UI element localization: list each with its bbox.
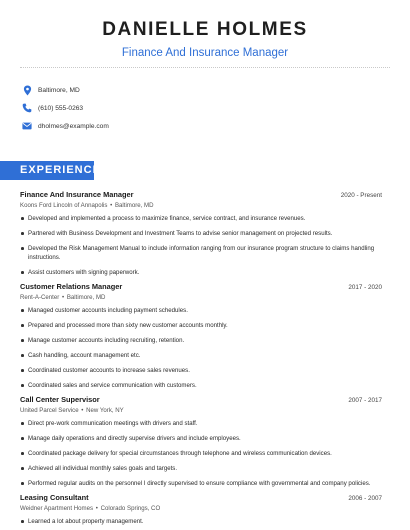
job-company: Koons Ford Lincoln of Annapolis: [20, 202, 108, 209]
phone-icon: [20, 101, 34, 115]
job-bullets: [20, 214, 382, 277]
bullet-item: Coordinated package delivery for special circumstances through telephone and wireless communication devices.: [20, 449, 382, 458]
job-company: United Parcel Service: [20, 407, 79, 414]
job-company-line: Weidner Apartment Homes • Colorado Springs, CO: [20, 505, 161, 512]
candidate-name: DANIELLE HOLMES: [102, 19, 308, 40]
envelope-icon: [20, 119, 34, 133]
bullet-item: Developed and implemented a process to maximize finance, service contract, and insurance revenues.: [20, 214, 382, 223]
bullet-item: Partnered with Business Development and Investment Teams to advise senior management on projected results.: [20, 229, 382, 238]
bullet-item: Learned a lot about property management.: [20, 517, 382, 526]
job-location: Baltimore, MD: [66, 294, 106, 301]
job-location: New York, NY: [86, 407, 124, 414]
location-pin-icon: [20, 83, 34, 97]
location-text: Baltimore, MD: [38, 86, 80, 94]
bullet-item: Manage daily operations and directly supervise drivers and include employees.: [20, 434, 382, 443]
candidate-title: Finance And Insurance Manager: [121, 47, 289, 59]
job-bullets: [20, 517, 382, 526]
resume-header: [0, 0, 410, 60]
bullet-item: Assist customers with signing paperwork.: [20, 268, 382, 277]
job-bullets: [20, 419, 382, 488]
bullet-item: Cash handling, account management etc.: [20, 351, 382, 360]
job-entry: [20, 395, 382, 488]
contact-location: [20, 81, 109, 99]
header-divider: [20, 67, 390, 68]
contact-phone: [20, 99, 109, 117]
job-location: Baltimore, MD: [114, 202, 154, 209]
bullet-item: Managed customer accounts including payment schedules.: [20, 306, 382, 315]
job-title: Leasing Consultant: [20, 493, 89, 502]
job-location: Colorado Springs, CO: [100, 505, 161, 512]
job-title: Finance And Insurance Manager: [20, 190, 134, 199]
job-entry: [20, 190, 382, 277]
job-entry: [20, 282, 382, 390]
job-dates: 2017 - 2020: [348, 284, 382, 291]
job-title: Customer Relations Manager: [20, 282, 123, 291]
experience-section-heading: EXPERIENCE: [0, 161, 94, 180]
job-company: Weidner Apartment Homes: [20, 505, 94, 512]
bullet-item: Coordinated customer accounts to increase sales revenues.: [20, 366, 382, 375]
job-entry: [20, 493, 382, 526]
contact-email: [20, 117, 109, 135]
job-bullets: [20, 306, 382, 390]
job-dates: 2006 - 2007: [348, 495, 382, 502]
contact-list: [20, 81, 109, 135]
job-company: Rent-A-Center: [20, 294, 60, 301]
bullet-item: Developed the Risk Management Manual to include information ranging from our insurance program structure to claims handling instructions.: [20, 244, 382, 262]
job-company-line: Koons Ford Lincoln of Annapolis • Baltimore, MD: [20, 202, 154, 209]
job-company-line: United Parcel Service • New York, NY: [20, 407, 124, 414]
job-company-line: Rent-A-Center • Baltimore, MD: [20, 294, 106, 301]
email-text: dholmes@example.com: [38, 122, 109, 130]
job-dates: 2007 - 2017: [348, 397, 382, 404]
experience-list: [20, 190, 382, 530]
job-dates: 2020 - Present: [340, 192, 382, 199]
phone-text: (610) 555-0263: [38, 104, 84, 112]
bullet-item: Coordinated sales and service communication with customers.: [20, 381, 382, 390]
bullet-item: Direct pre-work communication meetings with drivers and staff.: [20, 419, 382, 428]
bullet-item: Prepared and processed more than sixty new customer accounts monthly.: [20, 321, 382, 330]
bullet-item: Performed regular audits on the personnel I directly supervised to ensure compliance with governmental and company policies.: [20, 479, 382, 488]
bullet-item: Manage customer accounts including recruiting, retention.: [20, 336, 382, 345]
bullet-item: Achieved all individual monthly sales goals and targets.: [20, 464, 382, 473]
job-title: Call Center Supervisor: [20, 395, 100, 404]
